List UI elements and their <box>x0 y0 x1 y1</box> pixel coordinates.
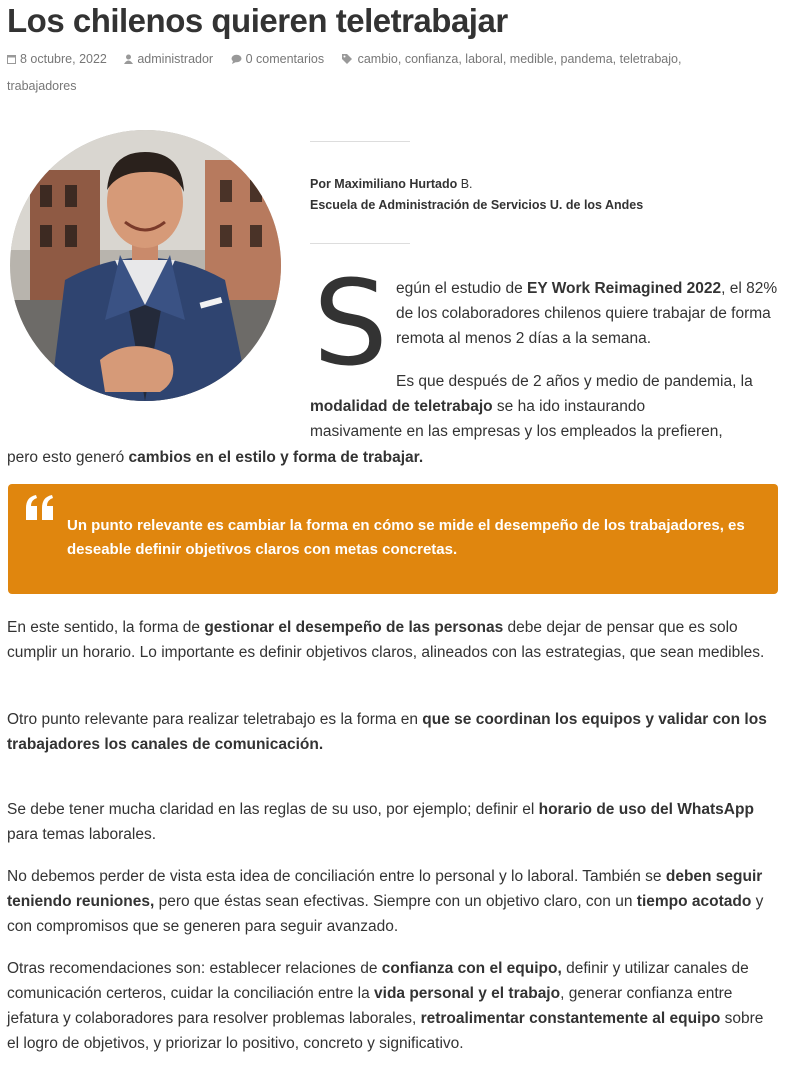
byline-school: Escuela de Administración de Servicios U. de los Andes <box>310 198 644 212</box>
tags-icon <box>342 47 354 73</box>
tag-link[interactable]: teletrabajo <box>619 52 678 66</box>
tag-link[interactable]: medible <box>509 52 554 66</box>
author-portrait <box>10 130 281 401</box>
paragraph: Otras recomendaciones son: establecer relaciones de confianza con el equipo, definir y utilizar canales de comunicación certeros, cuidar la conciliación entre la vida personal y el trabajo, generar confianza entre jefatura y colaboradores para resolver problemas laborales, retroalimentar constantemente al equipo sobre el logro de objetivos, y priorizar lo positivo, concreto y significativo. <box>7 960 764 1052</box>
comment-icon <box>231 47 242 73</box>
paragraph: En este sentido, la forma de gestionar el desempeño de las personas debe dejar de pensar que es solo cumplir un horario. Lo importante es definir objetivos claros, alineados con las estrategias, que sean medibles. <box>7 619 765 661</box>
user-icon <box>124 47 133 73</box>
pull-quote <box>8 484 778 594</box>
author-byline <box>310 174 643 216</box>
quote-icon <box>24 494 56 527</box>
article-title: Los chilenos quieren teletrabajar <box>7 2 508 39</box>
byline-author-suffix: B. <box>457 177 473 191</box>
intro-paragraph: egún el estudio de EY Work Reimagined 2022, el 82% de los colaboradores chilenos quiere trabajar de forma remota al menos 2 días a la semana. <box>396 280 778 347</box>
paragraph: Se debe tener mucha claridad en las reglas de su uso, por ejemplo; definir el horario de uso del WhatsApp para temas laborales. <box>7 801 754 843</box>
drop-cap: S <box>313 254 388 392</box>
divider <box>310 243 410 244</box>
paragraph-line: pero esto generó cambios en el estilo y forma de trabajar. <box>7 449 424 466</box>
divider <box>310 141 410 142</box>
tag-link[interactable]: confianza <box>404 52 459 66</box>
paragraph: Otro punto relevante para realizar teletrabajo es la forma en que se coordinan los equipos y validar con los trabajadores los canales de comunicación. <box>7 711 767 753</box>
paragraph-line: masivamente en las empresas y los empleados la prefieren, <box>310 423 723 440</box>
pull-quote-text: Un punto relevante es cambiar la forma en cómo se mide el desempeño de los trabajadores, es deseable definir objetivos claros con metas concretas. <box>67 517 745 558</box>
byline-author: Por Maximiliano Hurtado <box>310 177 458 191</box>
post-meta: 8 octubre, 2022 administrador 0 comentarios cambio, confianza, laboral, medible, pandema, teletrabajo, trabajadores <box>7 46 782 99</box>
tag-link[interactable]: pandema <box>560 52 613 66</box>
tag-link[interactable]: trabajadores <box>7 78 77 93</box>
tag-link[interactable]: laboral <box>465 52 503 66</box>
post-author-link[interactable]: administrador <box>137 52 214 66</box>
paragraph: No debemos perder de vista esta idea de conciliación entre lo personal y lo laboral. También se deben seguir teniendo reuniones, pero que éstas sean efectivas. Siempre con un objetivo claro, con un tiempo acotado y con compromisos que se generen para seguir avanzado. <box>7 868 764 935</box>
tag-link[interactable]: cambio <box>357 52 398 66</box>
calendar-icon <box>7 47 16 73</box>
paragraph-line: Es que después de 2 años y medio de pandemia, la <box>396 373 753 390</box>
paragraph-line: modalidad de teletrabajo se ha ido instaurando <box>310 398 646 415</box>
comments-link[interactable]: 0 comentarios <box>245 52 325 66</box>
post-date: 8 octubre, 2022 <box>20 52 107 66</box>
